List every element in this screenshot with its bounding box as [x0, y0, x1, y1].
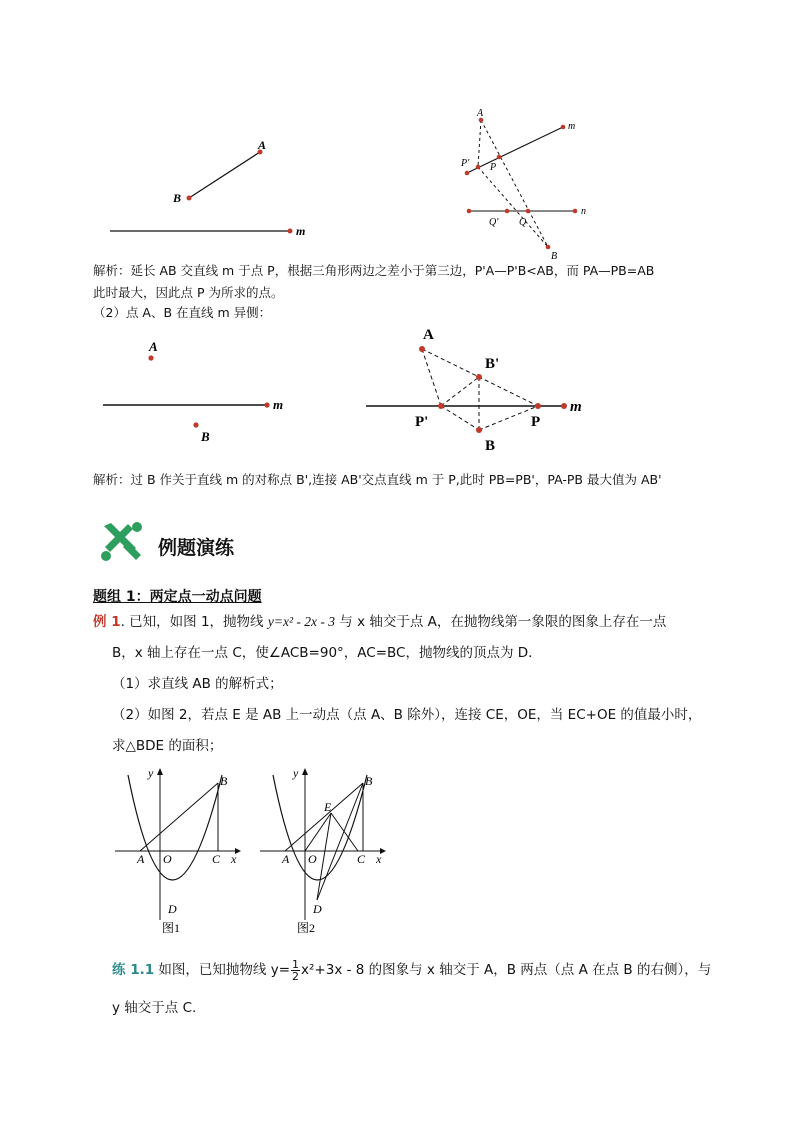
label-a: A: [149, 339, 158, 354]
label-a: A: [258, 138, 267, 152]
label-o: O: [308, 852, 317, 866]
point-a: [419, 346, 425, 352]
point-m: [264, 402, 269, 407]
point-n-left: [467, 209, 472, 214]
point-b: [546, 245, 551, 250]
frac-num: 1: [292, 957, 300, 971]
label-p: P: [490, 162, 497, 173]
dash-b-p: [479, 406, 541, 430]
point-b: [193, 422, 198, 427]
example-1-text-a: . 已知，如图 1，抛物线: [120, 614, 268, 630]
point-b: [187, 196, 192, 201]
point-p: [497, 155, 502, 160]
segment-ab: [140, 783, 218, 851]
point-b1: [476, 374, 482, 380]
label-c: C: [212, 852, 221, 866]
label-n: n: [581, 206, 586, 217]
section-heading: 例题演练: [158, 537, 235, 559]
label-o: O: [163, 852, 172, 866]
analysis-1-line-1: 解析：延长 AB 交直线 m 于点 P，根据三角形两边之差小于第三边，P'A—P'B<AB，而 PA—PB=AB: [93, 263, 655, 278]
label-c: C: [357, 852, 366, 866]
label-b: B: [485, 438, 496, 454]
exercise-1-1-line-1: [112, 955, 711, 985]
label-b1: B': [485, 356, 500, 372]
caption: 图2: [297, 921, 316, 935]
point-b: [476, 427, 482, 433]
label-b: B: [551, 251, 558, 262]
label-m: m: [570, 399, 582, 415]
example-1-q1: （1）求直线 AB 的解析式；: [112, 676, 283, 692]
analysis-1-line-2: 此时最大，因此点 P 为所求的点。: [93, 285, 284, 300]
point-p1: [438, 403, 444, 409]
dash-p1-b1: [441, 377, 479, 406]
label-b: B: [201, 429, 210, 444]
segment-eo: [305, 813, 331, 851]
example-1-line-2: B，x 轴上存在一点 C，使∠ACB=90°，AC=BC，抛物线的顶点为 D．: [112, 645, 542, 661]
group-title: 题组 1：两定点一动点问题: [93, 589, 262, 605]
point-m-end: [465, 171, 470, 176]
label-b: B: [220, 774, 228, 788]
point-m: [561, 125, 566, 130]
label-e: E: [324, 800, 332, 814]
point-q: [526, 209, 531, 214]
label-m: m: [568, 121, 576, 132]
dash-a-p1: [478, 120, 481, 167]
example-1-q2: （2）如图 2，若点 E 是 AB 上一动点（点 A、B 除外），连接 CE，OE，当 EC+OE 的值最小时，: [112, 707, 702, 723]
example-1-line-1: [93, 612, 666, 632]
point-m: [288, 229, 293, 234]
dash-p1-b: [478, 167, 548, 247]
figure-opposite-side-right: [360, 322, 610, 457]
point-a: [148, 355, 153, 360]
fraction-half: [291, 959, 300, 982]
example-1-eq-y: y: [267, 614, 274, 629]
label-q1: Q': [489, 217, 499, 228]
label-y: y: [293, 766, 299, 780]
y-axis-arrow: [302, 768, 308, 775]
label-y: y: [148, 766, 154, 780]
exercise-1-1-line-2: y 轴交于点 C.: [112, 1000, 197, 1016]
tools-icon: [98, 520, 148, 564]
y-axis-arrow: [157, 768, 163, 775]
label-x: x: [376, 852, 382, 866]
example-1-label: 例 1: [93, 614, 121, 630]
label-a: A: [423, 327, 434, 343]
point-n: [573, 209, 578, 214]
example-1-q2-cont: 求△BDE 的面积；: [112, 738, 223, 754]
label-q: Q: [519, 217, 527, 228]
exercise-1-1-text-a: 如图，已知抛物线 y=: [154, 962, 291, 978]
graph-2: [255, 765, 395, 940]
exercise-1-1-label: 练 1.1: [112, 962, 155, 978]
point-p1: [476, 165, 481, 170]
figure-opposite-side-left: [95, 330, 305, 450]
label-b: B: [365, 774, 373, 788]
segment-ed: [317, 813, 331, 900]
segment-ab: [189, 152, 260, 198]
exercise-1-1-text-b: x²+3x - 8 的图象与 x 轴交于 A，B 两点（点 A 在点 B 的右侧），与: [301, 962, 712, 978]
graph-1: [110, 765, 250, 940]
label-p1: P': [415, 414, 429, 430]
caption: 图1: [162, 921, 181, 935]
case-2-title: （2）点 A、B 在直线 m 异侧：: [93, 305, 272, 320]
segment-ec: [331, 813, 358, 851]
point-m: [561, 403, 567, 409]
example-1-eq: =x² - 2x - 3: [273, 614, 335, 629]
point-p: [535, 403, 541, 409]
dash-a-p1: [422, 349, 441, 406]
label-m: m: [273, 397, 284, 412]
frac-den: 2: [292, 969, 300, 983]
label-x: x: [231, 852, 237, 866]
dash-p1-b: [441, 406, 479, 430]
label-b: B: [173, 191, 182, 205]
line-m: [467, 127, 563, 173]
label-d: D: [313, 902, 322, 916]
label-m: m: [296, 224, 306, 238]
point-q1: [505, 209, 510, 214]
label-a: A: [137, 852, 145, 866]
analysis-2: 解析：过 B 作关于直线 m 的对称点 B',连接 AB'交点直线 m 于 P,此时 PB=PB'，PA-PB 最大值为 AB': [93, 472, 662, 487]
label-p1: P': [461, 158, 470, 169]
example-1-text-b: 与 x 轴交于点 A，在抛物线第一象限的图象上存在一点: [335, 614, 667, 630]
label-p: P: [531, 414, 541, 430]
label-a: A: [477, 108, 484, 119]
figure-same-side-left: [100, 130, 330, 245]
figure-same-side-right: [455, 105, 605, 265]
label-d: D: [168, 902, 177, 916]
label-a: A: [282, 852, 290, 866]
